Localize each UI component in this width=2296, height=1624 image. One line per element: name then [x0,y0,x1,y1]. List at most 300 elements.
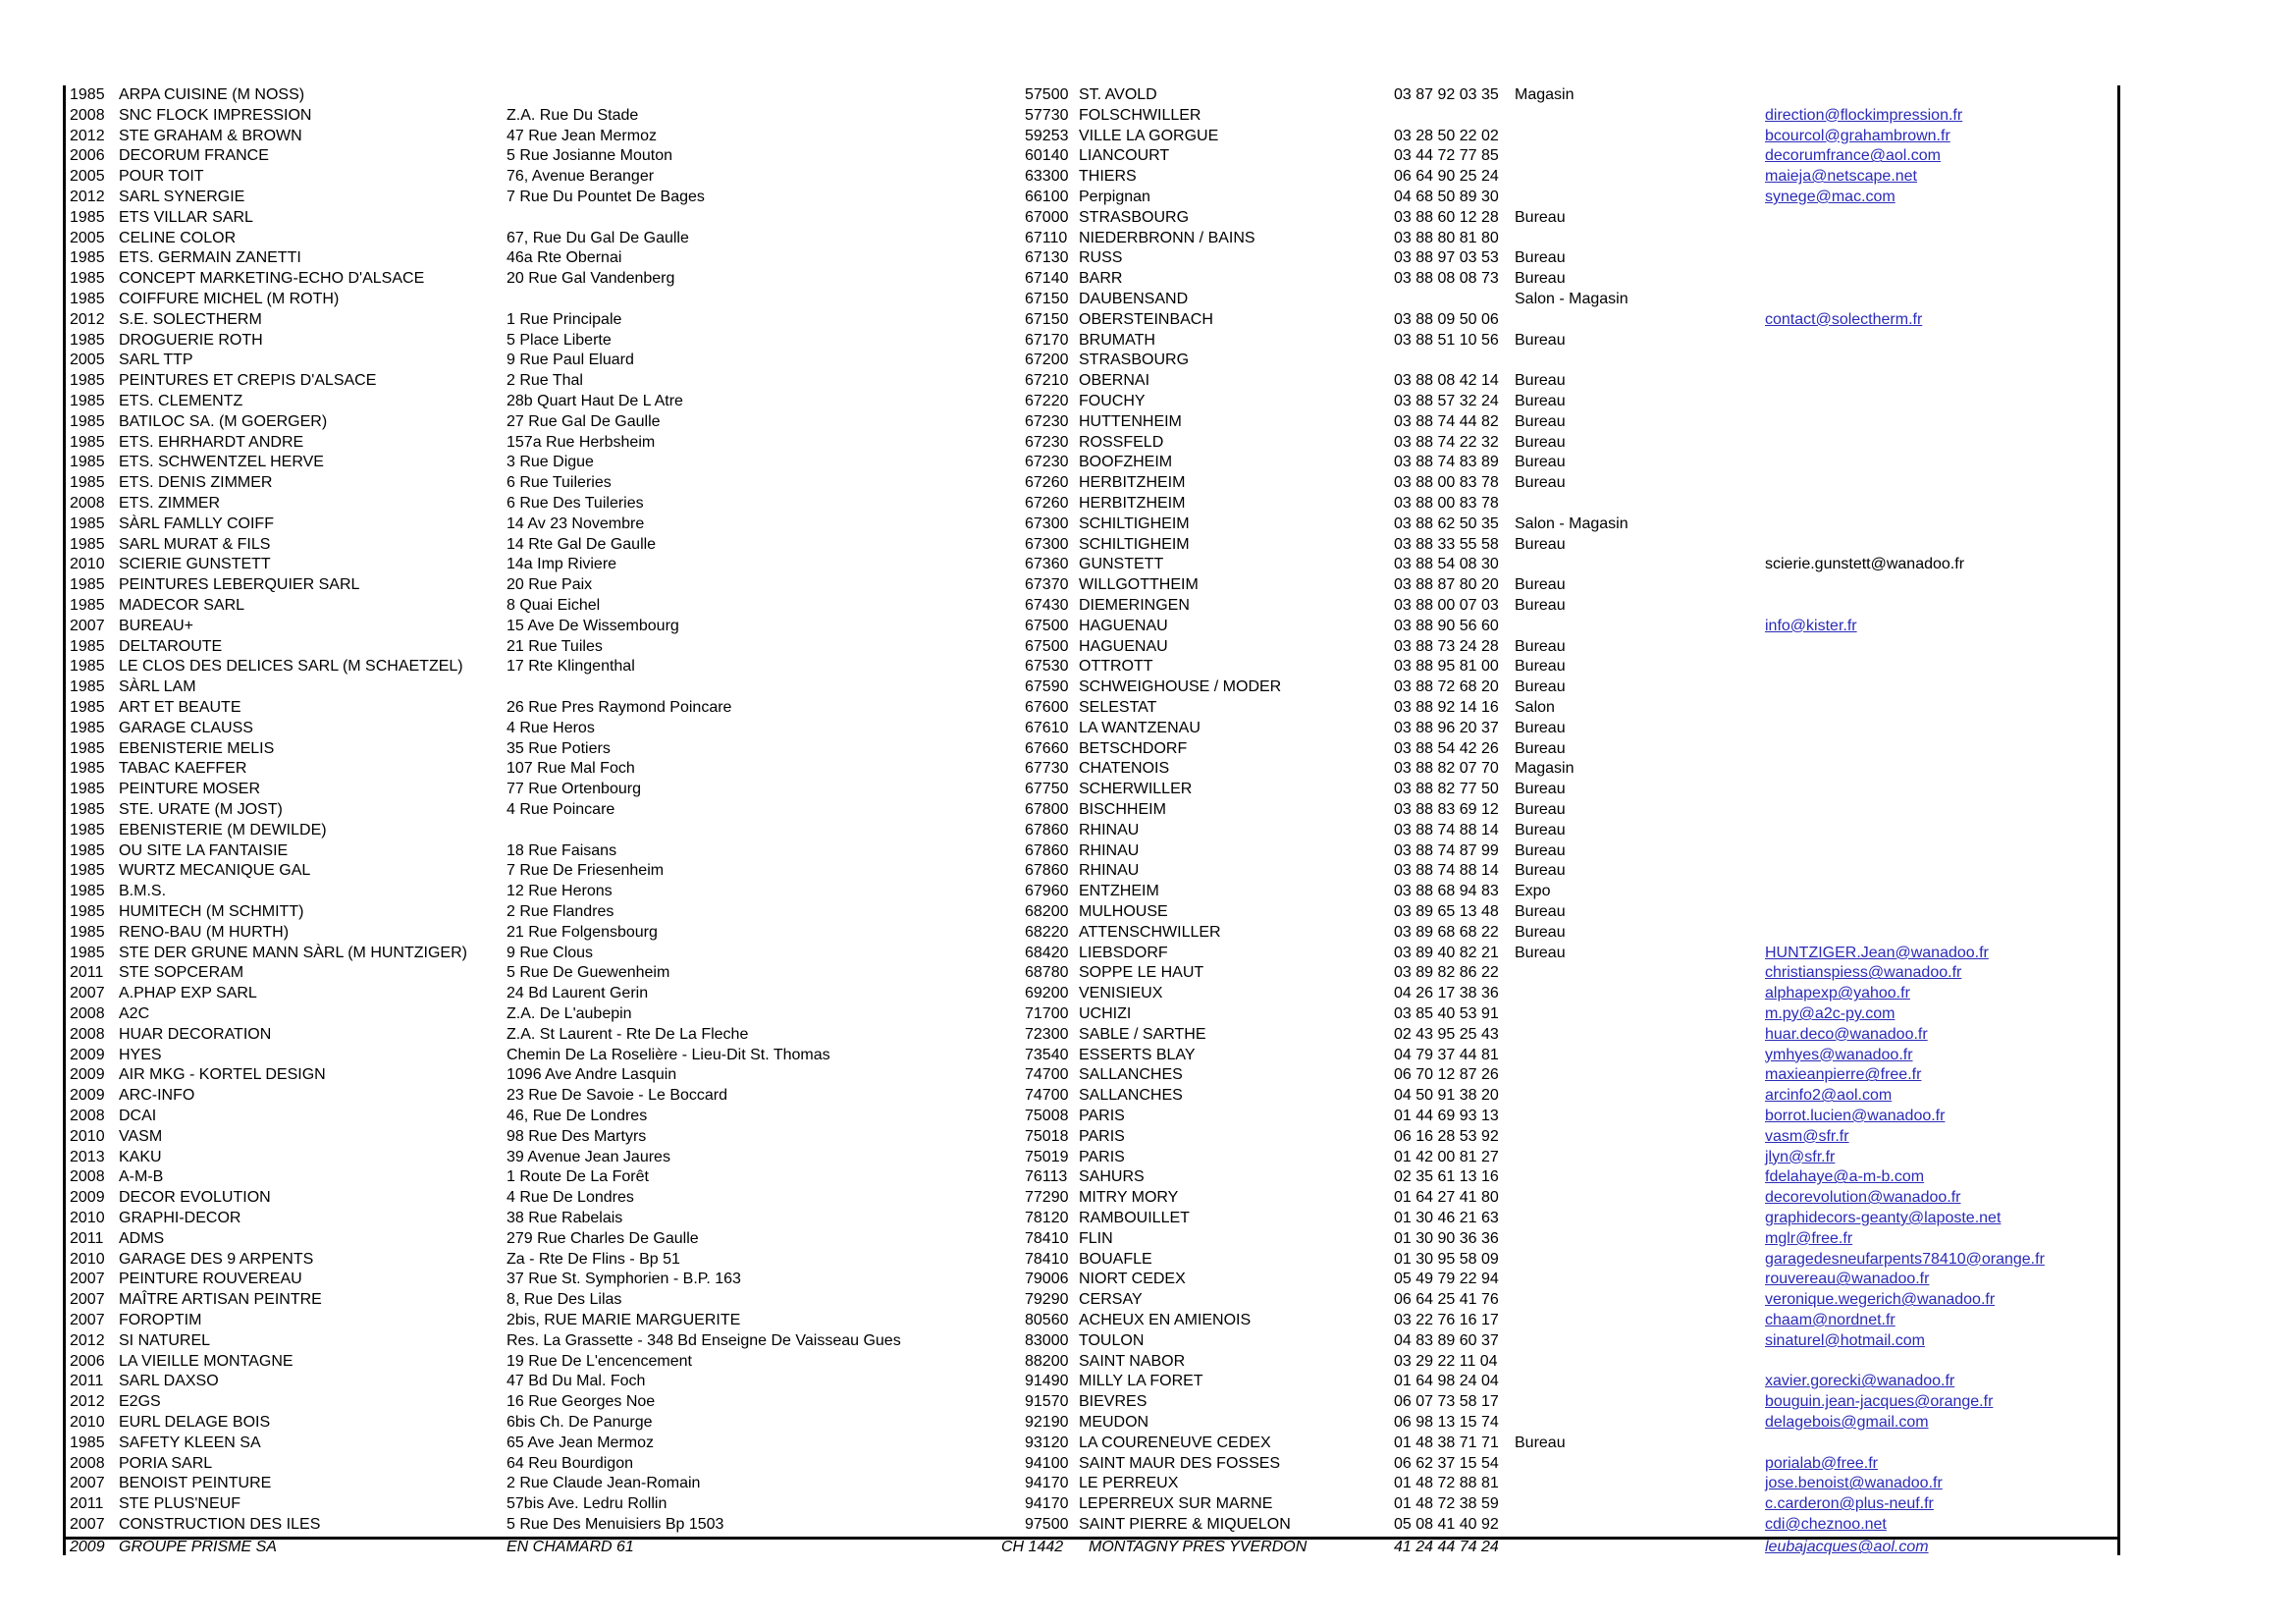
type-cell: Salon - Magasin [1515,291,1629,307]
year-cell: 2010 [70,1414,105,1431]
email-cell[interactable]: garagedesneufarpents78410@orange.fr [1765,1250,2045,1268]
email-cell[interactable]: huar.deco@wanadoo.fr [1765,1025,1928,1043]
email-cell[interactable]: jlyn@sfr.fr [1765,1148,1836,1165]
company-name-cell: SARL SYNERGIE [119,189,245,205]
year-cell: 2012 [70,189,105,205]
year-cell: 1985 [70,514,105,532]
postal-code-cell: 80560 [1025,1312,1069,1328]
table-row [66,1413,2117,1434]
company-name-cell: E2GS [119,1393,161,1411]
postal-code-cell: 67300 [1025,514,1069,532]
table-row [66,1494,2117,1515]
email-cell[interactable]: xavier.gorecki@wanadoo.fr [1765,1373,1955,1390]
city-cell: HERBITZHEIM [1079,474,1186,492]
phone-cell: 03 88 74 83 89 [1394,454,1499,471]
company-name-cell: GARAGE CLAUSS [119,719,253,736]
company-name-cell: DROGUERIE ROTH [119,331,263,349]
company-name-cell: CELINE COLOR [119,229,237,246]
company-name-cell: SARL TTP [119,352,193,369]
city-cell: SAINT NABOR [1079,1352,1186,1370]
email-cell[interactable]: m.py@a2c-py.com [1765,1005,1896,1022]
postal-code-cell: 67600 [1025,699,1069,716]
email-cell[interactable]: cdi@cheznoo.net [1765,1516,1887,1533]
postal-code-cell: 91490 [1025,1373,1069,1390]
email-cell[interactable]: bcourcol@grahambrown.fr [1765,127,1950,144]
city-cell: PARIS [1079,1148,1125,1165]
type-cell: Bureau [1515,862,1566,880]
address-cell: 5 Place Liberte [507,331,612,349]
year-cell: 2009 [70,1539,105,1556]
email-cell[interactable]: maxieanpierre@free.fr [1765,1066,1922,1084]
postal-code-cell: 94170 [1025,1475,1069,1492]
address-cell: 65 Ave Jean Mermoz [507,1434,655,1451]
type-cell: Bureau [1515,923,1566,941]
city-cell: RUSS [1079,249,1123,267]
email-cell[interactable]: bouguin.jean-jacques@orange.fr [1765,1393,1994,1411]
city-cell: BIEVRES [1079,1393,1148,1411]
address-cell: 21 Rue Folgensbourg [507,923,658,941]
year-cell: 1985 [70,412,105,430]
company-name-cell: SÀRL LAM [119,678,196,696]
address-cell: 4 Rue Heros [507,719,595,736]
company-name-cell: STE GRAHAM & BROWN [119,127,302,144]
company-name-cell: PEINTURES ET CREPIS D'ALSACE [119,372,377,390]
phone-cell: 03 88 68 94 83 [1394,883,1499,900]
city-cell: TOULON [1079,1331,1145,1349]
table-row [66,127,2117,147]
postal-code-cell: 67860 [1025,821,1069,839]
table-row [66,85,2117,106]
address-cell: 35 Rue Potiers [507,739,611,757]
phone-cell: 03 87 92 03 35 [1394,86,1499,103]
company-name-cell: ARPA CUISINE (M NOSS) [119,86,305,103]
company-name-cell: A2C [119,1005,150,1022]
city-cell: OTTROTT [1079,658,1153,676]
type-cell: Bureau [1515,658,1566,676]
year-cell: 2008 [70,495,105,512]
postal-code-cell: 60140 [1025,147,1069,165]
city-cell: LIEBSDORF [1079,944,1168,961]
email-cell[interactable]: graphidecors-geanty@laposte.net [1765,1210,2002,1226]
address-cell: EN CHAMARD 61 [507,1539,634,1556]
document-sheet [63,85,2120,1555]
year-cell: 2006 [70,1352,105,1370]
phone-cell: 03 88 73 24 28 [1394,637,1499,655]
company-name-cell: LE CLOS DES DELICES SARL (M SCHAETZEL) [119,658,463,676]
city-cell: LEPERREUX SUR MARNE [1079,1495,1273,1513]
company-name-cell: SÀRL FAMLLY COIFF [119,514,274,532]
address-cell: 9 Rue Paul Eluard [507,352,634,369]
company-name-cell: DELTAROUTE [119,637,223,655]
postal-code-cell: 75008 [1025,1108,1069,1124]
postal-code-cell: 67220 [1025,393,1069,409]
company-name-cell: AIR MKG - KORTEL DESIGN [119,1066,326,1084]
city-cell: STRASBOURG [1079,208,1190,226]
company-name-cell: FOROPTIM [119,1312,202,1328]
address-cell: Z.A. Rue Du Stade [507,106,639,124]
postal-code-cell: 77290 [1025,1189,1069,1207]
phone-cell: 03 88 74 88 14 [1394,862,1499,880]
address-cell: Za - Rte De Flins - Bp 51 [507,1250,680,1268]
email-cell[interactable]: ymhyes@wanadoo.fr [1765,1046,1913,1063]
year-cell: 1985 [70,86,105,103]
phone-cell: 03 88 82 77 50 [1394,781,1499,798]
company-name-cell: ETS. ZIMMER [119,495,221,512]
phone-cell: 03 89 82 86 22 [1394,964,1499,982]
year-cell: 2009 [70,1087,105,1105]
postal-code-cell: 78410 [1025,1250,1069,1268]
phone-cell: 01 48 38 71 71 [1394,1434,1499,1451]
year-cell: 1985 [70,270,105,288]
table-row [66,1538,2117,1558]
phone-cell: 03 89 68 68 22 [1394,923,1499,941]
phone-cell: 01 30 46 21 63 [1394,1210,1499,1226]
postal-code-cell: 67260 [1025,474,1069,492]
company-name-cell: STE. URATE (M JOST) [119,801,283,818]
table-row [66,1434,2117,1454]
address-cell: 47 Rue Jean Mermoz [507,127,657,144]
company-name-cell: ADMS [119,1229,165,1247]
email-cell[interactable]: veronique.wegerich@wanadoo.fr [1765,1291,1996,1309]
type-cell: Bureau [1515,841,1566,859]
address-cell: 6 Rue Tuileries [507,474,612,492]
city-cell: MONTAGNY PRES YVERDON [1089,1539,1308,1556]
address-cell: 5 Rue Des Menuisiers Bp 1503 [507,1516,724,1533]
city-cell: RHINAU [1079,841,1140,859]
company-name-cell: CONCEPT MARKETING-ECHO D'ALSACE [119,270,425,288]
year-cell: 2007 [70,1312,105,1328]
address-cell: 20 Rue Gal Vandenberg [507,270,675,288]
year-cell: 2008 [70,1454,105,1472]
table-row [66,1167,2117,1188]
city-cell: SAINT MAUR DES FOSSES [1079,1454,1281,1472]
phone-cell: 06 07 73 58 17 [1394,1393,1499,1411]
company-name-cell: CONSTRUCTION DES ILES [119,1516,321,1533]
type-cell: Bureau [1515,270,1566,288]
company-name-cell: ART ET BEAUTE [119,699,241,716]
postal-code-cell: 72300 [1025,1025,1069,1043]
company-name-cell: DECORUM FRANCE [119,147,269,165]
year-cell: 1985 [70,678,105,696]
address-cell: 98 Rue Des Martyrs [507,1127,647,1145]
email-cell[interactable]: HUNTZIGER.Jean@wanadoo.fr [1765,944,1989,961]
type-cell: Bureau [1515,637,1566,655]
table-row [66,1474,2117,1494]
table-row [66,882,2117,902]
email-cell[interactable]: alphapexp@yahoo.fr [1765,985,1910,1002]
table-row [66,310,2117,331]
phone-cell: 06 64 90 25 24 [1394,168,1499,186]
table-row [66,1127,2117,1148]
city-cell: HAGUENAU [1079,617,1168,634]
address-cell: 24 Bd Laurent Gerin [507,985,649,1002]
address-cell: 2bis, RUE MARIE MARGUERITE [507,1312,741,1328]
phone-cell: 03 88 82 07 70 [1394,760,1499,778]
year-cell: 1985 [70,760,105,778]
company-name-cell: BUREAU+ [119,617,194,634]
phone-cell: 06 70 12 87 26 [1394,1066,1499,1084]
address-cell: 8 Quai Eichel [507,597,601,614]
city-cell: BOOFZHEIM [1079,454,1173,471]
company-name-cell: EBENISTERIE (M DEWILDE) [119,821,327,839]
email-cell[interactable]: borrot.lucien@wanadoo.fr [1765,1108,1946,1124]
phone-cell: 03 88 74 87 99 [1394,841,1499,859]
type-cell: Bureau [1515,576,1566,594]
type-cell: Bureau [1515,331,1566,349]
address-cell: 23 Rue De Savoie - Le Boccard [507,1087,728,1105]
city-cell: CERSAY [1079,1291,1143,1309]
phone-cell: 01 48 72 88 81 [1394,1475,1499,1492]
email-cell[interactable]: synege@mac.com [1765,189,1896,205]
year-cell: 2007 [70,985,105,1002]
email-cell[interactable]: direction@flockimpression.fr [1765,106,1963,124]
postal-code-cell: 67730 [1025,760,1069,778]
city-cell: FOLSCHWILLER [1079,106,1201,124]
type-cell: Magasin [1515,86,1575,103]
postal-code-cell: 78120 [1025,1210,1069,1226]
address-cell: 12 Rue Herons [507,883,613,900]
postal-code-cell: 67860 [1025,841,1069,859]
email-cell[interactable]: fdelahaye@a-m-b.com [1765,1168,1925,1186]
company-name-cell: GRAPHI-DECOR [119,1210,241,1226]
address-cell: 18 Rue Faisans [507,841,617,859]
type-cell: Bureau [1515,821,1566,839]
table-row [66,167,2117,188]
city-cell: UCHIZI [1079,1005,1132,1022]
phone-cell: 04 50 91 38 20 [1394,1087,1499,1105]
email-cell[interactable]: christianspiess@wanadoo.fr [1765,964,1962,982]
address-cell: 8, Rue Des Lilas [507,1291,622,1309]
year-cell: 1985 [70,801,105,818]
type-cell: Expo [1515,883,1551,900]
table-row [66,677,2117,698]
address-cell: Res. La Grassette - 348 Bd Enseigne De Vaisseau Gues [507,1331,901,1349]
table-row [66,1290,2117,1311]
year-cell: 2008 [70,106,105,124]
table-row [66,841,2117,862]
year-cell: 2012 [70,1393,105,1411]
type-cell: Bureau [1515,474,1566,492]
year-cell: 2009 [70,1066,105,1084]
address-cell: 39 Avenue Jean Jaures [507,1148,670,1165]
postal-code-cell: 59253 [1025,127,1069,144]
address-cell: Z.A. De L'aubepin [507,1005,632,1022]
company-name-cell: ETS VILLAR SARL [119,208,253,226]
company-name-cell: OU SITE LA FANTAISIE [119,841,289,859]
phone-cell: 01 30 90 36 36 [1394,1229,1499,1247]
company-name-cell: A-M-B [119,1168,164,1186]
table-row [66,535,2117,556]
city-cell: NIORT CEDEX [1079,1271,1186,1288]
postal-code-cell: 94100 [1025,1454,1069,1472]
address-cell: 19 Rue De L'encencement [507,1352,692,1370]
city-cell: VILLE LA GORGUE [1079,127,1219,144]
year-cell: 2007 [70,1475,105,1492]
city-cell: RHINAU [1079,821,1140,839]
phone-cell: 03 88 96 20 37 [1394,719,1499,736]
postal-code-cell: 67130 [1025,249,1069,267]
address-cell: 77 Rue Ortenbourg [507,781,641,798]
email-cell[interactable]: chaam@nordnet.fr [1765,1312,1896,1328]
email-cell[interactable]: c.carderon@plus-neuf.fr [1765,1495,1934,1513]
city-cell: NIEDERBRONN / BAINS [1079,229,1255,246]
email-cell[interactable]: vasm@sfr.fr [1765,1127,1849,1145]
city-cell: DAUBENSAND [1079,291,1189,307]
year-cell: 1985 [70,821,105,839]
type-cell: Salon - Magasin [1515,514,1629,532]
table-row [66,617,2117,637]
address-cell: 14 Av 23 Novembre [507,514,645,532]
city-cell: Perpignan [1079,189,1150,205]
city-cell: BOUAFLE [1079,1250,1152,1268]
year-cell: 2009 [70,1046,105,1063]
phone-cell: 03 88 54 42 26 [1394,739,1499,757]
email-cell[interactable]: leubajacques@aol.com [1765,1539,1929,1556]
postal-code-cell: 67150 [1025,310,1069,328]
year-cell: 2005 [70,168,105,186]
year-cell: 2005 [70,229,105,246]
postal-code-cell: 88200 [1025,1352,1069,1370]
email-cell[interactable]: delagebois@gmail.com [1765,1414,1929,1431]
phone-cell: 04 83 89 60 37 [1394,1331,1499,1349]
table-row [66,1148,2117,1168]
postal-code-cell: 67590 [1025,678,1069,696]
table-row [66,657,2117,677]
postal-code-cell: 67500 [1025,637,1069,655]
table-row [66,331,2117,352]
type-cell: Bureau [1515,249,1566,267]
table-row [66,1454,2117,1475]
city-cell: SOPPE LE HAUT [1079,964,1204,982]
email-cell[interactable]: decorumfrance@aol.com [1765,147,1941,165]
phone-cell: 06 16 28 53 92 [1394,1127,1499,1145]
table-row [66,1046,2117,1066]
email-cell[interactable]: mglr@free.fr [1765,1229,1853,1247]
company-name-cell: A.PHAP EXP SARL [119,985,257,1002]
postal-code-cell: 67370 [1025,576,1069,594]
table-row [66,821,2117,841]
phone-cell: 06 98 13 15 74 [1394,1414,1499,1431]
address-cell: 76, Avenue Beranger [507,168,655,186]
city-cell: SAHURS [1079,1168,1145,1186]
company-name-cell: HUAR DECORATION [119,1025,272,1043]
address-cell: 107 Rue Mal Foch [507,760,635,778]
address-cell: 14a Imp Riviere [507,556,617,573]
table-row [66,1209,2117,1229]
city-cell: HUTTENHEIM [1079,412,1182,430]
table-row [66,433,2117,454]
year-cell: 1985 [70,658,105,676]
phone-cell: 05 08 41 40 92 [1394,1516,1499,1533]
company-name-cell: MAÎTRE ARTISAN PEINTRE [119,1291,322,1309]
table-row [66,1025,2117,1046]
city-cell: SABLE / SARTHE [1079,1025,1206,1043]
address-cell: 2 Rue Flandres [507,903,614,920]
postal-code-cell: 67430 [1025,597,1069,614]
company-name-cell: EURL DELAGE BOIS [119,1414,271,1431]
year-cell: 1985 [70,331,105,349]
email-cell[interactable]: jose.benoist@wanadoo.fr [1765,1475,1943,1492]
city-cell: SCHILTIGHEIM [1079,514,1190,532]
company-name-cell: EBENISTERIE MELIS [119,739,275,757]
address-cell: 17 Rte Klingenthal [507,658,635,676]
company-name-cell: STE SOPCERAM [119,964,244,982]
table-row [66,1004,2117,1025]
company-name-cell: PEINTURE MOSER [119,781,261,798]
table-row [66,1352,2117,1373]
year-cell: 1985 [70,719,105,736]
postal-code-cell: 79006 [1025,1271,1069,1288]
email-cell[interactable]: sinaturel@hotmail.com [1765,1331,1925,1349]
phone-cell: 02 43 95 25 43 [1394,1025,1499,1043]
postal-code-cell: 67660 [1025,739,1069,757]
city-cell: FOUCHY [1079,393,1146,409]
postal-code-cell: 57730 [1025,106,1069,124]
year-cell: 1985 [70,372,105,390]
postal-code-cell: 67500 [1025,617,1069,634]
postal-code-cell: 83000 [1025,1331,1069,1349]
phone-cell: 03 88 74 44 82 [1394,412,1499,430]
company-name-cell: ETS. CLEMENTZ [119,393,243,409]
table-row [66,106,2117,127]
postal-code-cell: 76113 [1025,1168,1068,1186]
postal-code-cell: 67260 [1025,495,1069,512]
email-cell[interactable]: maieja@netscape.net [1765,168,1917,186]
postal-code-cell: 91570 [1025,1393,1069,1411]
company-name-cell: ETS. GERMAIN ZANETTI [119,249,301,267]
address-cell: 2 Rue Claude Jean-Romain [507,1475,701,1492]
table-row [66,555,2117,575]
postal-code-cell: 79290 [1025,1291,1069,1309]
email-cell[interactable]: info@kister.fr [1765,617,1857,634]
address-cell: 157a Rue Herbsheim [507,433,656,451]
table-row [66,453,2117,473]
table-row [66,351,2117,371]
postal-code-cell: 68780 [1025,964,1069,982]
year-cell: 2013 [70,1148,105,1165]
postal-code-cell: 67800 [1025,801,1069,818]
year-cell: 2005 [70,352,105,369]
company-name-cell: LA VIEILLE MONTAGNE [119,1352,294,1370]
phone-cell: 03 28 50 22 02 [1394,127,1499,144]
email-cell[interactable]: decorevolution@wanadoo.fr [1765,1189,1961,1207]
email-cell[interactable]: contact@solectherm.fr [1765,310,1923,328]
company-name-cell: COIFFURE MICHEL (M ROTH) [119,291,340,307]
company-name-cell: ETS. EHRHARDT ANDRE [119,433,304,451]
company-name-cell: STE PLUS'NEUF [119,1495,240,1513]
type-cell: Bureau [1515,412,1566,430]
email-cell[interactable]: porialab@free.fr [1765,1454,1878,1472]
phone-cell: 03 88 00 07 03 [1394,597,1499,614]
phone-cell: 03 88 00 83 78 [1394,495,1499,512]
table-row [66,759,2117,780]
phone-cell: 03 88 33 55 58 [1394,535,1499,553]
year-cell: 2010 [70,1250,105,1268]
year-cell: 2011 [70,1229,104,1247]
city-cell: SAINT PIERRE & MIQUELON [1079,1516,1291,1533]
phone-cell: 01 64 98 24 04 [1394,1373,1499,1390]
table-row [66,146,2117,167]
table-row [66,269,2117,290]
company-name-cell: ETS. DENIS ZIMMER [119,474,273,492]
address-cell: 27 Rue Gal De Gaulle [507,412,661,430]
email-cell[interactable]: arcinfo2@aol.com [1765,1087,1893,1105]
year-cell: 2008 [70,1005,105,1022]
postal-code-cell: 67230 [1025,412,1069,430]
address-cell: 47 Bd Du Mal. Foch [507,1373,646,1390]
email-cell[interactable]: rouvereau@wanadoo.fr [1765,1271,1930,1288]
company-name-cell: B.M.S. [119,883,167,900]
